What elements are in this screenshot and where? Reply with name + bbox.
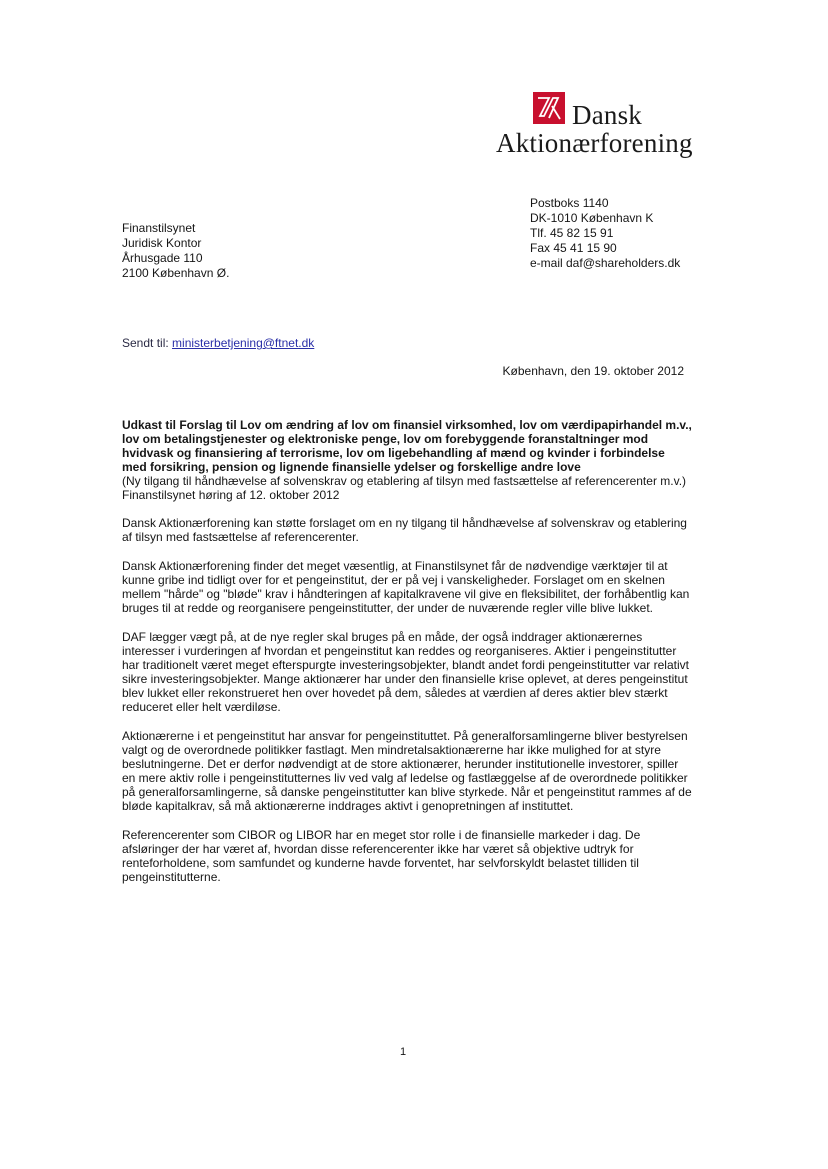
logo-text-line1: Dansk — [572, 100, 642, 130]
sender-address — [530, 196, 680, 271]
logo-mark-icon — [533, 92, 565, 124]
subject-heading: Udkast til Forslag til Lov om ændring af lov om finansiel virksomhed, lov om værdipapirhandel m.v., lov om betalingstjenester og elektroniske penge, lov om forebyggende foranstaltninger mod hvidvask og finansiering af terrorisme, lov om ligebehandling af mænd og kvinder i forbindelse med forsikring, pension og lignende finansielle ydelser og forskellige andre love — [122, 418, 692, 474]
sent-to-label: Sendt til: — [122, 336, 173, 350]
logo-text-line2: Aktionærforening — [496, 128, 693, 158]
recipient-address — [122, 221, 229, 281]
dansk-aktionaerforening-logo — [496, 92, 696, 162]
letter-date: København, den 19. oktober 2012 — [502, 364, 684, 378]
sender-phone: Tlf. 45 82 15 91 — [530, 226, 614, 240]
hearing-reference: Finanstilsynet høring af 12. oktober 2012 — [122, 488, 340, 502]
sender-po-box: Postboks 1140 — [530, 196, 609, 210]
recipient-name: Finanstilsynet — [122, 221, 196, 235]
subject-subtitle: (Ny tilgang til håndhævelse af solvenskrav og etablering af tilsyn med fastsættelse af referencerenter m.v.) — [122, 474, 687, 488]
page-number: 1 — [400, 1046, 407, 1058]
sender-city: DK-1010 København K — [530, 211, 654, 225]
recipient-street: Århusgade 110 — [122, 251, 203, 265]
body-paragraph: DAF lægger vægt på, at de nye regler skal bruges på en måde, der også inddrager aktionærernes interesser i vurderingen af hvordan et pengeinstitut kan reddes og reorganiseres. Aktier i pengeinstitutter har traditionelt været meget efterspurgte investeringsobjekter, blandt andet fordi pengeinstitutter var relativt sikre investeringsobjekter. Mange aktionærer har under den finansielle krise oplevet, at deres pengeinstitut blev lukket eller rekonstrueret hen over hovedet på dem, således at værdien af deres aktier blev stærkt reduceret eller helt værdiløse. — [122, 630, 689, 714]
sender-fax: Fax 45 41 15 90 — [530, 241, 617, 255]
body-paragraph: Aktionærerne i et pengeinstitut har ansvar for pengeinstituttet. På generalforsamlingerne bliver bestyrelsen valgt og de overordnede politikker fastlagt. Men mindretalsaktionærerne har ikke mulighed for at styre beslutningerne. Det er derfor nødvendigt at de store aktionærer, herunder institutionelle investorer, spiller en mere aktiv rolle i pengeinstitutternes liv ved valg af ledelse og fastlæggelse af de overordnede politikker på generalforsamlingerne, så danske pengeinstitutter kan blive styrkede. Når et pengeinstitut rammes af de bløde kapitalkrav, så må aktionærerne inddrages aktivt i genopretningen af instituttet. — [122, 729, 692, 813]
body-paragraph: Referencerenter som CIBOR og LIBOR har en meget stor rolle i de finansielle markeder i dag. De afsløringer der har været af, hvordan disse referencerenter ikke har været så objektive udtryk for renteforholdene, som samfundet og kunderne havde forventet, har selvforskyldt belastet tilliden til pengeinstitutterne. — [122, 828, 641, 884]
recipient-city: 2100 København Ø. — [122, 266, 230, 280]
recipient-department: Juridisk Kontor — [122, 236, 202, 250]
sender-email: e-mail daf@shareholders.dk — [530, 256, 681, 270]
sent-to-email-link[interactable]: ministerbetjening@ftnet.dk — [172, 336, 315, 350]
body-paragraph: Dansk Aktionærforening kan støtte forslaget om en ny tilgang til håndhævelse af solvenskrav og etablering af tilsyn med fastsættelse af referencerenter. — [122, 516, 687, 544]
body-paragraph: Dansk Aktionærforening finder det meget væsentlig, at Finanstilsynet får de nødvendige værktøjer til at kunne gribe ind tidligt over for et pengeinstitut, der er på vej i vanskeligheder. Forslaget om en skelnen mellem "hårde" og "bløde" krav i håndteringen af kapitalkravene vil give en fleksibilitet, der forhåbentlig kan bruges til at redde og reorganisere pengeinstitutter, der under de nuværende regler ville blive lukket. — [122, 559, 690, 615]
letter-body — [122, 418, 692, 884]
sent-to-line — [122, 336, 314, 351]
